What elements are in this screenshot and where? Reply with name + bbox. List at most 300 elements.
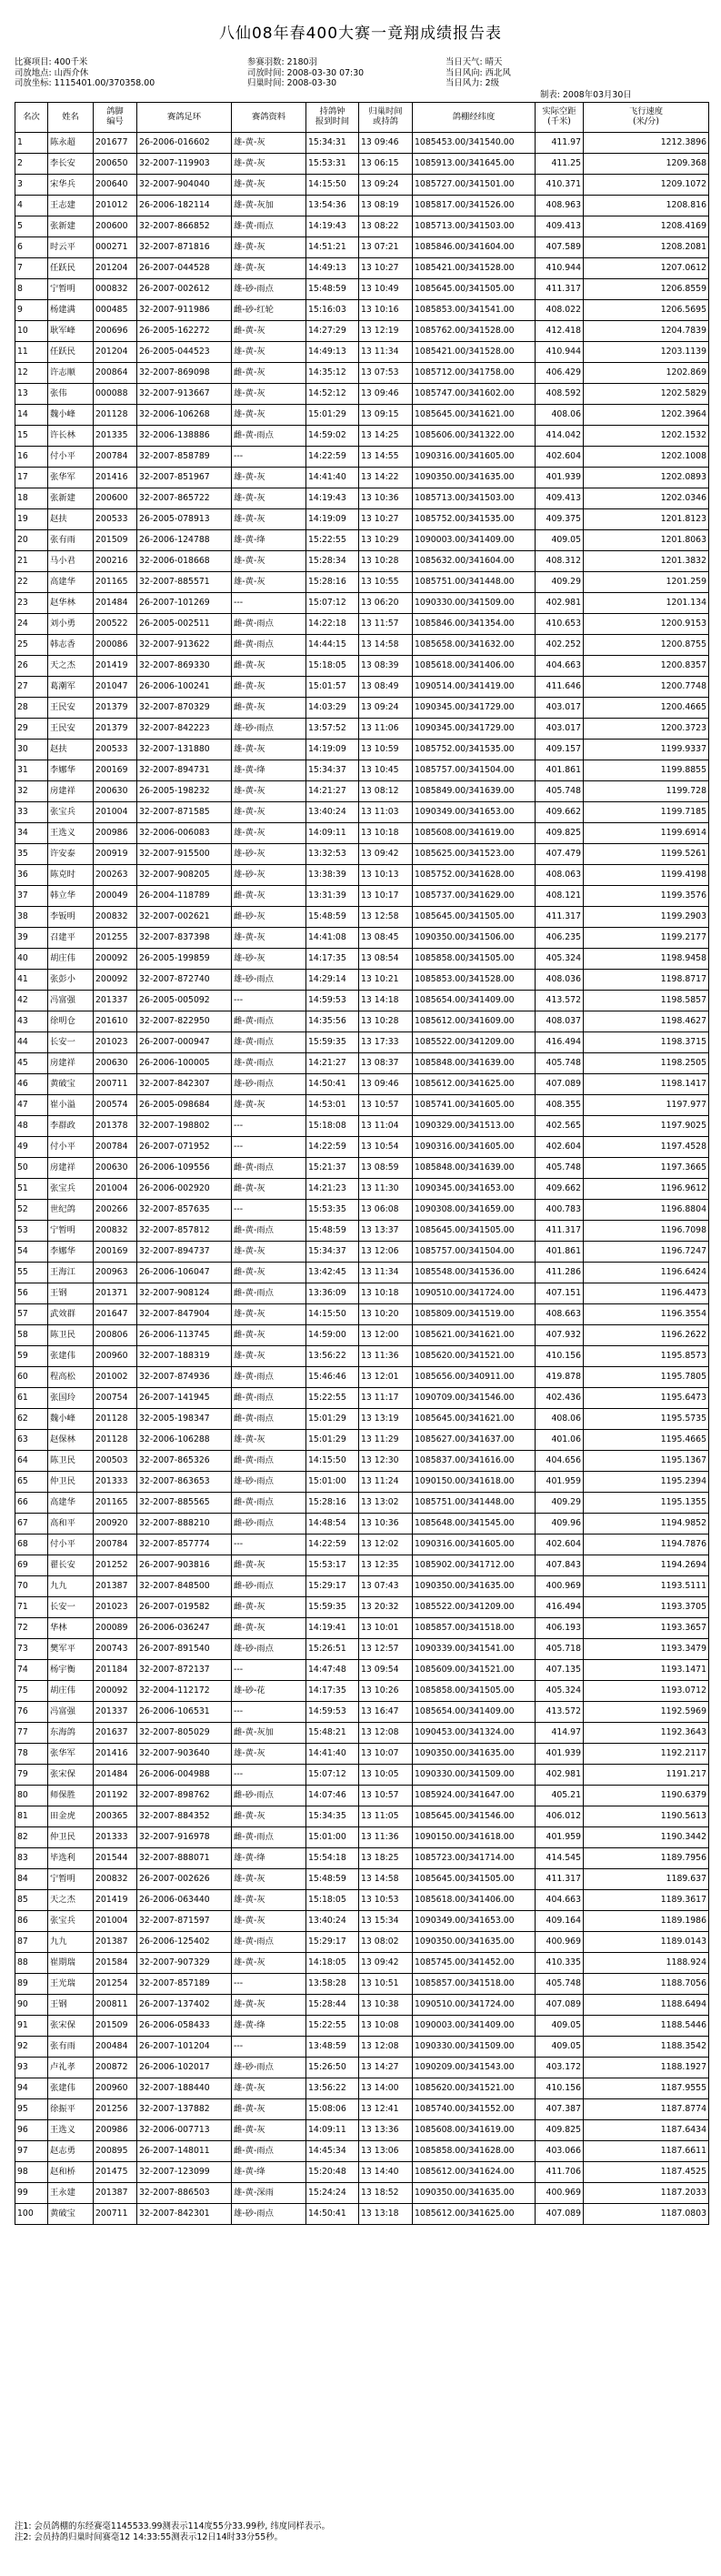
cell-rank: 27: [15, 677, 48, 698]
cell-leg-ring: 26-2007-137402: [137, 1995, 232, 2016]
cell-loft-coords: 1085853.00/341528.00: [413, 970, 536, 991]
cell-distance: 411.317: [536, 279, 584, 300]
cell-return-time: 13 07:43: [359, 1576, 413, 1597]
cell-rank: 24: [15, 614, 48, 635]
cell-return-time: 13 20:32: [359, 1597, 413, 1618]
cell-ring-code: 201419: [94, 1890, 137, 1911]
cell-loft-coords: 1085849.00/341639.00: [413, 781, 536, 802]
cell-rank: 100: [15, 2204, 48, 2225]
cell-speed: 1196.3554: [584, 1304, 709, 1325]
cell-ring-code: 200784: [94, 1535, 137, 1555]
cell-leg-ring: 32-2007-898762: [137, 1786, 232, 1806]
cell-ring-code: 201509: [94, 2016, 137, 2037]
cell-distance: 405.748: [536, 1053, 584, 1074]
cell-distance: 405.748: [536, 1158, 584, 1179]
cell-speed: 1193.0712: [584, 1681, 709, 1702]
cell-owner-name: 九九: [48, 1576, 94, 1597]
cell-ring-code: 200832: [94, 1221, 137, 1242]
cell-leg-ring: 32-2006-007713: [137, 2120, 232, 2141]
cell-ring-code: 200600: [94, 488, 137, 509]
cell-leg-ring: 32-2007-903640: [137, 1744, 232, 1765]
table-row: [15, 572, 709, 593]
cell-speed: 1189.0143: [584, 1932, 709, 1953]
table-row: [15, 1346, 709, 1367]
cell-distance: 406.012: [536, 1806, 584, 1827]
cell-bird-info: 雄-砂-雨点: [232, 2058, 306, 2078]
cell-return-time: 13 12:08: [359, 2037, 413, 2058]
cell-ring-code: 201128: [94, 1430, 137, 1451]
cell-owner-name: 张建伟: [48, 1346, 94, 1367]
cell-loft-coords: 1085612.00/341625.00: [413, 1074, 536, 1095]
cell-loft-coords: 1090345.00/341729.00: [413, 698, 536, 719]
cell-clock-time: 15:53:17: [306, 1555, 359, 1576]
cell-clock-time: 14:17:35: [306, 949, 359, 970]
cell-leg-ring: 32-2007-913622: [137, 635, 232, 656]
cell-owner-name: 陈卫民: [48, 1325, 94, 1346]
cell-clock-time: 14:29:14: [306, 970, 359, 991]
cell-speed: 1199.8855: [584, 760, 709, 781]
cell-distance: 400.783: [536, 1200, 584, 1221]
cell-distance: 401.861: [536, 1242, 584, 1263]
cell-loft-coords: 1085645.00/341621.00: [413, 1409, 536, 1430]
table-row: [15, 907, 709, 928]
cell-rank: 97: [15, 2141, 48, 2162]
cell-return-time: 13 10:28: [359, 1011, 413, 1032]
cell-ring-code: 200216: [94, 551, 137, 572]
cell-ring-code: 200711: [94, 1074, 137, 1095]
cell-return-time: 13 10:27: [359, 258, 413, 279]
cell-ring-code: 000088: [94, 384, 137, 405]
table-row: [15, 1806, 709, 1827]
cell-loft-coords: 1085752.00/341535.00: [413, 740, 536, 760]
cell-speed: 1195.7805: [584, 1367, 709, 1388]
cell-speed: 1190.3442: [584, 1827, 709, 1848]
cell-rank: 37: [15, 886, 48, 907]
cell-bird-info: ---: [232, 593, 306, 614]
cell-distance: 404.663: [536, 656, 584, 677]
cell-ring-code: 200086: [94, 635, 137, 656]
cell-return-time: 13 10:28: [359, 551, 413, 572]
cell-distance: 408.063: [536, 865, 584, 886]
cell-owner-name: 张新建: [48, 216, 94, 237]
cell-return-time: 13 10:13: [359, 865, 413, 886]
cell-speed: 1206.8559: [584, 279, 709, 300]
cell-bird-info: 雄-砂-灰: [232, 949, 306, 970]
cell-loft-coords: 1085741.00/341605.00: [413, 1095, 536, 1116]
cell-leg-ring: 32-2007-888071: [137, 1848, 232, 1869]
cell-loft-coords: 1085817.00/341526.00: [413, 196, 536, 216]
cell-leg-ring: 26-2005-198232: [137, 781, 232, 802]
cell-owner-name: 许长林: [48, 426, 94, 447]
cell-rank: 33: [15, 802, 48, 823]
cell-clock-time: 15:08:06: [306, 2099, 359, 2120]
cell-bird-info: 雄-砂-雨点: [232, 1074, 306, 1095]
cell-loft-coords: 1085751.00/341448.00: [413, 1493, 536, 1514]
cell-bird-info: 雄-砂-灰: [232, 865, 306, 886]
cell-leg-ring: 32-2007-857812: [137, 1221, 232, 1242]
cell-return-time: 13 14:00: [359, 2078, 413, 2099]
cell-clock-time: 14:22:18: [306, 614, 359, 635]
release-location: 司放地点: 山西介休: [15, 67, 89, 78]
cell-ring-code: 201254: [94, 1974, 137, 1995]
cell-bird-info: 雌-黄-灰: [232, 1263, 306, 1283]
cell-speed: 1193.5111: [584, 1576, 709, 1597]
cell-clock-time: 15:48:21: [306, 1723, 359, 1744]
cell-clock-time: 14:07:46: [306, 1786, 359, 1806]
cell-return-time: 13 10:53: [359, 1890, 413, 1911]
table-row: [15, 928, 709, 949]
cell-clock-time: 15:29:17: [306, 1932, 359, 1953]
cell-owner-name: 耿军峰: [48, 321, 94, 342]
cell-speed: 1188.6494: [584, 1995, 709, 2016]
cell-loft-coords: 1085522.00/341209.00: [413, 1597, 536, 1618]
cell-leg-ring: 32-2007-857189: [137, 1974, 232, 1995]
table-row: [15, 1095, 709, 1116]
cell-clock-time: 14:21:27: [306, 1053, 359, 1074]
cell-clock-time: 15:34:37: [306, 1242, 359, 1263]
cell-return-time: 13 08:37: [359, 1053, 413, 1074]
cell-loft-coords: 1085713.00/341503.00: [413, 488, 536, 509]
cell-bird-info: 雄-黄-灰: [232, 1911, 306, 1932]
cell-clock-time: 15:22:55: [306, 1388, 359, 1409]
cell-owner-name: 张华军: [48, 468, 94, 488]
cell-leg-ring: 32-2007-908205: [137, 865, 232, 886]
table-row: [15, 1765, 709, 1786]
cell-owner-name: 陈克时: [48, 865, 94, 886]
cell-rank: 52: [15, 1200, 48, 1221]
cell-loft-coords: 1090514.00/341419.00: [413, 677, 536, 698]
cell-speed: 1191.217: [584, 1765, 709, 1786]
cell-owner-name: 翟长安: [48, 1555, 94, 1576]
cell-distance: 402.565: [536, 1116, 584, 1137]
cell-speed: 1202.1532: [584, 426, 709, 447]
cell-return-time: 13 06:08: [359, 1200, 413, 1221]
cell-distance: 406.193: [536, 1618, 584, 1639]
cell-leg-ring: 32-2007-842307: [137, 1074, 232, 1095]
cell-leg-ring: 26-2007-044528: [137, 258, 232, 279]
cell-rank: 28: [15, 698, 48, 719]
cell-loft-coords: 1090350.00/341635.00: [413, 2183, 536, 2204]
cell-loft-coords: 1090350.00/341635.00: [413, 1576, 536, 1597]
cell-leg-ring: 32-2006-006083: [137, 823, 232, 844]
cell-bird-info: 雄-黄-灰: [232, 342, 306, 363]
cell-bird-info: 雄-黄-灰: [232, 468, 306, 488]
cell-leg-ring: 32-2007-908124: [137, 1283, 232, 1304]
cell-distance: 406.429: [536, 363, 584, 384]
cell-loft-coords: 1090150.00/341618.00: [413, 1472, 536, 1493]
cell-owner-name: 毕选利: [48, 1848, 94, 1869]
cell-rank: 51: [15, 1179, 48, 1200]
cell-clock-time: 14:59:53: [306, 1702, 359, 1723]
cell-speed: 1199.4198: [584, 865, 709, 886]
cell-loft-coords: 1085747.00/341602.00: [413, 384, 536, 405]
cell-distance: 401.959: [536, 1827, 584, 1848]
table-row: [15, 551, 709, 572]
table-row: [15, 196, 709, 216]
cell-loft-coords: 1085853.00/341541.00: [413, 300, 536, 321]
cell-bird-info: 雄-黄-灰: [232, 384, 306, 405]
cell-return-time: 13 13:18: [359, 2204, 413, 2225]
cell-speed: 1200.8357: [584, 656, 709, 677]
cell-bird-info: 雄-黄-灰: [232, 1953, 306, 1974]
cell-owner-name: 魏小峰: [48, 1409, 94, 1430]
cell-rank: 35: [15, 844, 48, 865]
table-row: [15, 1681, 709, 1702]
cell-speed: 1193.3479: [584, 1639, 709, 1660]
cell-rank: 32: [15, 781, 48, 802]
cell-ring-code: 200533: [94, 740, 137, 760]
cell-distance: 409.164: [536, 1911, 584, 1932]
cell-rank: 8: [15, 279, 48, 300]
table-row: [15, 1325, 709, 1346]
cell-leg-ring: 32-2007-911986: [137, 300, 232, 321]
table-row: [15, 991, 709, 1011]
table-row: [15, 1660, 709, 1681]
cell-owner-name: 黄破宝: [48, 1074, 94, 1095]
cell-return-time: 13 10:05: [359, 1765, 413, 1786]
cell-ring-code: 201509: [94, 530, 137, 551]
cell-clock-time: 14:51:21: [306, 237, 359, 258]
cell-return-time: 13 10:18: [359, 823, 413, 844]
cell-bird-info: 雄-黄-灰加: [232, 196, 306, 216]
cell-owner-name: 房建祥: [48, 1053, 94, 1074]
cell-bird-info: ---: [232, 447, 306, 468]
table-row: [15, 1137, 709, 1158]
cell-distance: 414.97: [536, 1723, 584, 1744]
cell-distance: 411.317: [536, 1221, 584, 1242]
table-row: [15, 1995, 709, 2016]
cell-ring-code: 201484: [94, 593, 137, 614]
table-row: [15, 2183, 709, 2204]
cell-owner-name: 许安泰: [48, 844, 94, 865]
cell-distance: 409.413: [536, 488, 584, 509]
cell-distance: 408.592: [536, 384, 584, 405]
cell-clock-time: 15:34:35: [306, 1806, 359, 1827]
cell-distance: 413.572: [536, 1702, 584, 1723]
cell-ring-code: 200049: [94, 886, 137, 907]
cell-speed: 1196.7247: [584, 1242, 709, 1263]
cell-distance: 413.572: [536, 991, 584, 1011]
cell-leg-ring: 32-2007-858789: [137, 447, 232, 468]
cell-bird-info: 雌-黄-雨点: [232, 635, 306, 656]
cell-ring-code: 200986: [94, 823, 137, 844]
cell-distance: 405.718: [536, 1639, 584, 1660]
cell-ring-code: 201255: [94, 928, 137, 949]
cell-return-time: 13 08:12: [359, 781, 413, 802]
cell-distance: 414.545: [536, 1848, 584, 1869]
cell-distance: 402.604: [536, 447, 584, 468]
cell-clock-time: 14:50:41: [306, 1074, 359, 1095]
cell-owner-name: 王钢: [48, 1283, 94, 1304]
table-row: [15, 719, 709, 740]
cell-bird-info: 雄-黄-灰: [232, 258, 306, 279]
cell-bird-info: 雄-黄-绛: [232, 760, 306, 781]
cell-rank: 48: [15, 1116, 48, 1137]
cell-rank: 60: [15, 1367, 48, 1388]
cell-ring-code: 200503: [94, 1451, 137, 1472]
cell-loft-coords: 1090003.00/341409.00: [413, 2016, 536, 2037]
cell-rank: 13: [15, 384, 48, 405]
cell-ring-code: 201584: [94, 1953, 137, 1974]
cell-clock-time: 15:48:59: [306, 1221, 359, 1242]
table-row: [15, 1367, 709, 1388]
cell-return-time: 13 11:34: [359, 1263, 413, 1283]
cell-return-time: 13 10:57: [359, 1095, 413, 1116]
cell-speed: 1196.7098: [584, 1221, 709, 1242]
cell-return-time: 13 09:54: [359, 1660, 413, 1681]
cell-distance: 402.981: [536, 593, 584, 614]
cell-ring-code: 201337: [94, 1702, 137, 1723]
table-row: [15, 2058, 709, 2078]
cell-rank: 86: [15, 1911, 48, 1932]
cell-clock-time: 15:18:05: [306, 656, 359, 677]
cell-return-time: 13 14:55: [359, 447, 413, 468]
cell-clock-time: 15:26:51: [306, 1639, 359, 1660]
cell-distance: 405.748: [536, 1974, 584, 1995]
cell-speed: 1187.4525: [584, 2162, 709, 2183]
cell-owner-name: 赵扶: [48, 509, 94, 530]
cell-distance: 402.436: [536, 1388, 584, 1409]
table-row: [15, 635, 709, 656]
cell-ring-code: 201184: [94, 1660, 137, 1681]
cell-leg-ring: 32-2007-916978: [137, 1827, 232, 1848]
cell-bird-info: 雄-砂-雨点: [232, 1639, 306, 1660]
cell-rank: 23: [15, 593, 48, 614]
cell-bird-info: 雌-黄-灰: [232, 656, 306, 677]
cell-ring-code: 201128: [94, 1409, 137, 1430]
cell-clock-time: 13:40:24: [306, 1911, 359, 1932]
cell-rank: 76: [15, 1702, 48, 1723]
cell-clock-time: 14:59:53: [306, 991, 359, 1011]
cell-distance: 411.286: [536, 1263, 584, 1283]
cell-leg-ring: 26-2007-101204: [137, 2037, 232, 2058]
cell-owner-name: 宁暂明: [48, 1869, 94, 1890]
table-header-row: [15, 103, 709, 133]
cell-leg-ring: 26-2005-199859: [137, 949, 232, 970]
cell-owner-name: 陈永超: [48, 133, 94, 154]
cell-ring-code: 201002: [94, 1367, 137, 1388]
table-row: [15, 279, 709, 300]
cell-clock-time: 14:50:41: [306, 2204, 359, 2225]
cell-return-time: 13 08:19: [359, 196, 413, 216]
cell-loft-coords: 1090349.00/341653.00: [413, 1911, 536, 1932]
cell-ring-code: 200832: [94, 907, 137, 928]
table-row: [15, 1011, 709, 1032]
cell-rank: 53: [15, 1221, 48, 1242]
cell-bird-info: 雌-黄-灰加: [232, 1723, 306, 1744]
cell-owner-name: 张宝兵: [48, 802, 94, 823]
table-row: [15, 1032, 709, 1053]
table-row: [15, 1535, 709, 1555]
cell-leg-ring: 32-2007-874936: [137, 1367, 232, 1388]
header-speed: 飞行速度 (米/分): [584, 103, 709, 133]
table-row: [15, 740, 709, 760]
cell-clock-time: 15:07:12: [306, 1765, 359, 1786]
cell-bird-info: 雄-黄-灰: [232, 488, 306, 509]
cell-clock-time: 15:59:35: [306, 1597, 359, 1618]
cell-owner-name: 房建祥: [48, 781, 94, 802]
cell-bird-info: 雌-砂-雨点: [232, 1786, 306, 1806]
cell-distance: 402.252: [536, 635, 584, 656]
cell-distance: 405.324: [536, 949, 584, 970]
cell-owner-name: 张伟: [48, 384, 94, 405]
cell-owner-name: 房建祥: [48, 1158, 94, 1179]
cell-loft-coords: 1085645.00/341546.00: [413, 1806, 536, 1827]
release-time: 司放时间: 2008-03-30 07:30: [247, 67, 365, 78]
cell-bird-info: 雌-黄-雨点: [232, 1493, 306, 1514]
cell-owner-name: 王海江: [48, 1263, 94, 1283]
cell-distance: 405.21: [536, 1786, 584, 1806]
cell-return-time: 13 10:36: [359, 488, 413, 509]
cell-leg-ring: 32-2007-002621: [137, 907, 232, 928]
cell-loft-coords: 1085609.00/341521.00: [413, 1660, 536, 1681]
cell-rank: 6: [15, 237, 48, 258]
cell-rank: 63: [15, 1430, 48, 1451]
cell-distance: 409.375: [536, 509, 584, 530]
table-row: [15, 823, 709, 844]
cell-rank: 54: [15, 1242, 48, 1263]
cell-bird-info: 雌-黄-灰: [232, 1597, 306, 1618]
cell-loft-coords: 1090510.00/341724.00: [413, 1995, 536, 2016]
cell-leg-ring: 32-2007-886503: [137, 2183, 232, 2204]
cell-clock-time: 14:17:35: [306, 1681, 359, 1702]
cell-speed: 1201.8123: [584, 509, 709, 530]
cell-rank: 81: [15, 1806, 48, 1827]
cell-clock-time: 15:01:00: [306, 1472, 359, 1493]
cell-ring-code: 200092: [94, 1681, 137, 1702]
table-row: [15, 342, 709, 363]
table-row: [15, 1514, 709, 1535]
cell-ring-code: 201677: [94, 133, 137, 154]
cell-leg-ring: 26-2007-148011: [137, 2141, 232, 2162]
cell-loft-coords: 1085654.00/341409.00: [413, 1702, 536, 1723]
cell-bird-info: 雄-黄-灰: [232, 1890, 306, 1911]
cell-owner-name: 赵志勇: [48, 2141, 94, 2162]
cell-ring-code: 201371: [94, 1283, 137, 1304]
cell-leg-ring: 32-2006-138886: [137, 426, 232, 447]
table-row: [15, 1472, 709, 1493]
cell-rank: 67: [15, 1514, 48, 1535]
cell-loft-coords: 1090316.00/341605.00: [413, 1137, 536, 1158]
cell-ring-code: 200696: [94, 321, 137, 342]
cell-speed: 1199.9337: [584, 740, 709, 760]
cell-distance: 406.235: [536, 928, 584, 949]
cell-ring-code: 200811: [94, 1995, 137, 2016]
cell-leg-ring: 32-2007-869330: [137, 656, 232, 677]
cell-rank: 47: [15, 1095, 48, 1116]
cell-return-time: 13 17:33: [359, 1032, 413, 1053]
cell-distance: 407.151: [536, 1283, 584, 1304]
table-row: [15, 468, 709, 488]
cell-distance: 409.29: [536, 572, 584, 593]
cell-speed: 1209.1072: [584, 175, 709, 196]
cell-return-time: 13 11:04: [359, 1116, 413, 1137]
cell-loft-coords: 1085621.00/341621.00: [413, 1325, 536, 1346]
cell-leg-ring: 32-2007-857774: [137, 1535, 232, 1555]
cell-clock-time: 15:01:57: [306, 677, 359, 698]
table-row: [15, 154, 709, 175]
cell-speed: 1201.134: [584, 593, 709, 614]
cell-speed: 1208.2081: [584, 237, 709, 258]
cell-speed: 1208.4169: [584, 216, 709, 237]
cell-loft-coords: 1090329.00/341513.00: [413, 1116, 536, 1137]
cell-bird-info: 雄-砂-雨点: [232, 279, 306, 300]
table-row: [15, 1221, 709, 1242]
cell-ring-code: 201475: [94, 2162, 137, 2183]
release-coordinates: 司放坐标: 1115401.00/370358.00: [15, 78, 155, 89]
cell-ring-code: 200263: [94, 865, 137, 886]
cell-speed: 1198.2505: [584, 1053, 709, 1074]
